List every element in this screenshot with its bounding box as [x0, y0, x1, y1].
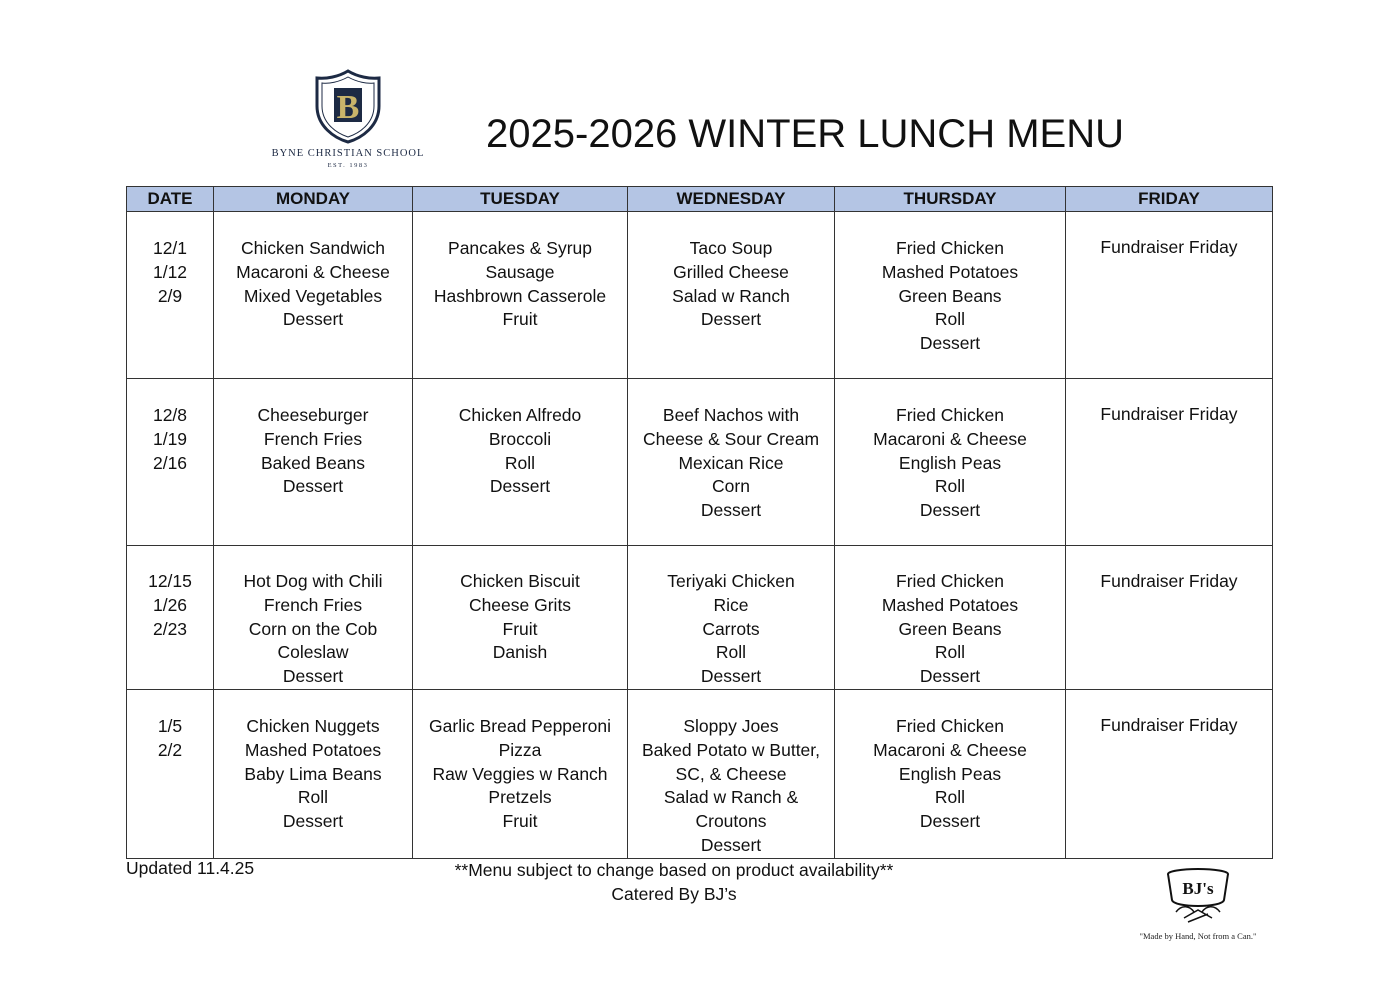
- menu-item: Corn: [712, 476, 750, 497]
- menu-item: French Fries: [263, 594, 363, 615]
- menu-item: Dessert: [282, 811, 344, 832]
- table-row: [127, 379, 1273, 546]
- menu-item: Carrots: [702, 618, 760, 639]
- menu-item: Fried Chicken: [896, 716, 1004, 736]
- menu-item: Fruit: [502, 618, 538, 639]
- menu-item: Fried Chicken: [896, 238, 1004, 258]
- wednesday-cell: [628, 379, 835, 546]
- menu-item: Macaroni & Cheese: [236, 261, 390, 282]
- menu-item: Dessert: [919, 811, 981, 832]
- menu-item: Baked Potato w Butter,: [641, 739, 821, 760]
- menu-item: Fundraiser Friday: [1100, 404, 1238, 424]
- menu-item: Dessert: [700, 834, 762, 855]
- thursday-cell: [835, 379, 1066, 546]
- menu-item: Green Beans: [898, 285, 1002, 306]
- date-line: 1/19: [152, 428, 188, 449]
- menu-item: Dessert: [282, 476, 344, 497]
- menu-item: Grilled Cheese: [673, 261, 789, 282]
- menu-item: Chicken Alfredo: [458, 405, 582, 425]
- menu-item: Roll: [934, 309, 966, 330]
- date-line: 1/12: [152, 261, 188, 282]
- caterer-tagline: "Made by Hand, Not from a Can.": [1139, 931, 1257, 941]
- date-line: 1/26: [152, 594, 188, 615]
- header-friday: FRIDAY: [1066, 187, 1273, 212]
- friday-cell: [1066, 690, 1273, 859]
- menu-item: Green Beans: [898, 618, 1002, 639]
- header-thursday: THURSDAY: [835, 187, 1066, 212]
- date-line: 2/2: [157, 739, 183, 760]
- menu-item: Mexican Rice: [678, 452, 784, 473]
- menu-item: English Peas: [898, 452, 1002, 473]
- catered-by: Catered By BJ’s: [611, 884, 737, 904]
- menu-item: Mashed Potatoes: [881, 261, 1019, 282]
- table-row: [127, 546, 1273, 690]
- lunch-menu-table: [126, 186, 1273, 859]
- menu-item: Corn on the Cob: [248, 618, 378, 639]
- date-cell: [127, 212, 214, 379]
- tuesday-cell: [413, 546, 628, 690]
- menu-item: Salad w Ranch &: [663, 787, 799, 808]
- menu-item: Dessert: [919, 333, 981, 354]
- crest-letter: B: [336, 89, 360, 126]
- tuesday-cell: [413, 379, 628, 546]
- menu-item: Teriyaki Chicken: [667, 571, 795, 591]
- date-line: 2/23: [152, 618, 188, 639]
- wednesday-cell: [628, 690, 835, 859]
- menu-item: Sloppy Joes: [683, 716, 779, 736]
- menu-item: English Peas: [898, 763, 1002, 784]
- table-row: [127, 690, 1273, 859]
- menu-item: Dessert: [919, 500, 981, 521]
- monday-cell: [214, 546, 413, 690]
- tuesday-cell: [413, 212, 628, 379]
- header-wednesday: WEDNESDAY: [628, 187, 835, 212]
- date-line: 2/9: [157, 285, 183, 306]
- monday-cell: [214, 212, 413, 379]
- menu-item: Cheese & Sour Cream: [642, 428, 820, 449]
- menu-item: Roll: [934, 787, 966, 808]
- menu-item: Roll: [934, 476, 966, 497]
- menu-item: Beef Nachos with: [662, 405, 800, 425]
- menu-item: Fundraiser Friday: [1100, 715, 1238, 735]
- date-line: 1/5: [157, 716, 183, 736]
- menu-item: Salad w Ranch: [672, 285, 790, 306]
- menu-item: Fried Chicken: [896, 405, 1004, 425]
- date-cell: [127, 690, 214, 859]
- friday-cell: [1066, 379, 1273, 546]
- school-established: EST. 1983: [327, 162, 369, 169]
- menu-item: Dessert: [282, 309, 344, 330]
- menu-item: Dessert: [700, 666, 762, 687]
- friday-cell: [1066, 546, 1273, 690]
- school-logo: [262, 68, 434, 178]
- menu-item: Dessert: [700, 309, 762, 330]
- menu-item: Cheese Grits: [468, 594, 572, 615]
- menu-item: Croutons: [695, 811, 767, 832]
- menu-item: Cheeseburger: [257, 405, 369, 425]
- menu-item: Hashbrown Casserole: [433, 285, 607, 306]
- menu-item: Coleslaw: [277, 642, 349, 663]
- caterer-logo: [1124, 866, 1272, 941]
- menu-item: Macaroni & Cheese: [873, 428, 1027, 449]
- friday-cell: [1066, 212, 1273, 379]
- menu-item: Danish: [492, 642, 548, 663]
- date-line: 12/15: [148, 571, 192, 591]
- menu-item: Pancakes & Syrup: [448, 238, 592, 258]
- menu-item: Sausage: [485, 261, 555, 282]
- thursday-cell: [835, 212, 1066, 379]
- date-cell: [127, 379, 214, 546]
- menu-item: Mashed Potatoes: [881, 594, 1019, 615]
- menu-item: Hot Dog with Chili: [243, 571, 383, 591]
- menu-item: Roll: [297, 787, 329, 808]
- thursday-cell: [835, 546, 1066, 690]
- updated-date: Updated 11.4.25: [126, 858, 255, 878]
- caterer-name: BJ's: [1182, 879, 1214, 898]
- menu-item: Baked Beans: [260, 452, 366, 473]
- school-crest-icon: [312, 68, 384, 144]
- menu-item: Raw Veggies w Ranch: [432, 763, 608, 784]
- menu-item: Roll: [934, 642, 966, 663]
- date-line: 12/1: [152, 238, 188, 258]
- header-monday: MONDAY: [214, 187, 413, 212]
- menu-item: Dessert: [919, 666, 981, 687]
- menu-item: Pizza: [498, 739, 542, 760]
- menu-item: Fruit: [502, 309, 538, 330]
- menu-item: Garlic Bread Pepperoni: [429, 716, 611, 736]
- menu-item: Mixed Vegetables: [243, 285, 383, 306]
- date-line: 2/16: [152, 452, 188, 473]
- menu-item: French Fries: [263, 428, 363, 449]
- thursday-cell: [835, 690, 1066, 859]
- menu-item: Roll: [504, 452, 536, 473]
- page-title: 2025-2026 WINTER LUNCH MENU: [486, 112, 1124, 156]
- monday-cell: [214, 379, 413, 546]
- menu-item: Dessert: [282, 666, 344, 687]
- menu-item: Chicken Nuggets: [246, 716, 380, 736]
- menu-item: Chicken Sandwich: [241, 238, 385, 258]
- menu-item: Fundraiser Friday: [1100, 571, 1238, 591]
- menu-item: Roll: [715, 642, 747, 663]
- date-cell: [127, 546, 214, 690]
- footer-notes: [374, 858, 974, 906]
- header-date: DATE: [127, 187, 214, 212]
- wednesday-cell: [628, 212, 835, 379]
- menu-item: Chicken Biscuit: [460, 571, 580, 591]
- school-name: BYNE CHRISTIAN SCHOOL: [271, 148, 425, 159]
- menu-item: Fundraiser Friday: [1100, 237, 1238, 257]
- date-line: 12/8: [152, 405, 188, 425]
- table-row: [127, 212, 1273, 379]
- wednesday-cell: [628, 546, 835, 690]
- table-header-row: [127, 187, 1273, 212]
- menu-item: Macaroni & Cheese: [873, 739, 1027, 760]
- menu-item: SC, & Cheese: [675, 763, 787, 784]
- cooking-pot-icon: [1158, 866, 1238, 924]
- menu-item: Pretzels: [488, 787, 552, 808]
- header-tuesday: TUESDAY: [413, 187, 628, 212]
- tuesday-cell: [413, 690, 628, 859]
- menu-item: Fried Chicken: [896, 571, 1004, 591]
- monday-cell: [214, 690, 413, 859]
- availability-note: **Menu subject to change based on product availability**: [454, 860, 894, 880]
- menu-item: Baby Lima Beans: [244, 763, 382, 784]
- menu-item: Dessert: [489, 476, 551, 497]
- menu-item: Fruit: [502, 811, 538, 832]
- menu-item: Broccoli: [488, 428, 552, 449]
- menu-item: Rice: [713, 594, 749, 615]
- menu-item: Mashed Potatoes: [244, 739, 382, 760]
- menu-item: Dessert: [700, 500, 762, 521]
- menu-item: Taco Soup: [689, 238, 773, 258]
